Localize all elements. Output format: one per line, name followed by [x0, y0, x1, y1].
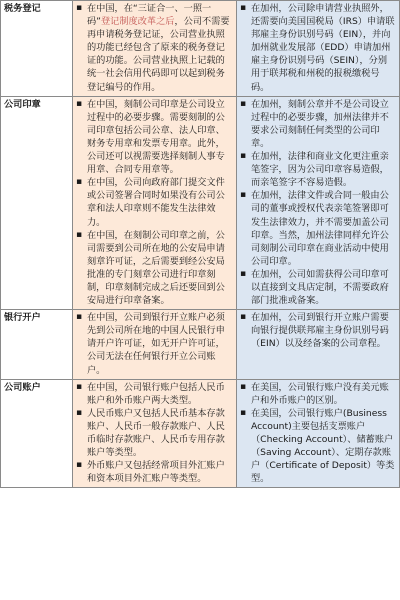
list-item: ▪ 在美国，公司银行账户没有美元账户和外币账户的区别。 [240, 381, 396, 407]
list-item: ▪ 在中国，公司向政府部门提交文件或公司签署合同时如果没有公司公章和法人印章则不能发生法律效力。 [76, 176, 233, 228]
bullet-list [76, 311, 233, 376]
table-row [1, 1, 400, 97]
row-label: 税务登记 [1, 1, 73, 97]
list-item: ▪ 在加州，公司到银行开立账户需要向银行提供联邦雇主身份识别号码（EIN）以及经备案的公司章程。 [240, 311, 396, 350]
bullet-list [240, 311, 396, 350]
china-cell [73, 379, 237, 488]
row-label: 公司印章 [1, 96, 73, 310]
row-label: 银行开户 [1, 310, 73, 379]
bullet-list [240, 98, 396, 308]
bullet-list [240, 2, 396, 94]
list-item: ▪ 人民币账户又包括人民币基本存款账户、人民币一般存款账户、人民币临时存款账户、人民币专用存款账户等类型。 [76, 407, 233, 459]
table-row [1, 96, 400, 310]
text-segment: ，公司不需要再申请税务登记证，公司营业执照的功能已经包含了原来的税务登记证的功能。公司营业执照上记载的统一社会信用代码即可以起到税务登记编号的作用。 [87, 16, 230, 93]
list-item: ▪ 在中国，公司银行账户包括人民币账户和外币账户两大类型。 [76, 381, 233, 407]
row-label: 公司账户 [1, 379, 73, 488]
list-item: ▪ 在加州，公司除申请营业执照外，还需要向美国国税局（IRS）申请联邦雇主身份识别号码（EIN），并向加州就业发展部（EDD）申请加州雇主身份识别号码（SEIN），分别用于联邦税和州税的报税缴税号码。 [240, 2, 396, 94]
list-item: ▪ 在加州，公司如需获得公司印章可以直接到文具店定制，不需要政府部门批准或备案。 [240, 268, 396, 307]
list-item: ▪ 在加州，法律和商业文化更注重亲笔签字，因为公司印章容易造假，而亲笔签字不容易造假。 [240, 150, 396, 189]
table-row [1, 310, 400, 379]
china-cell [73, 310, 237, 379]
list-item: ▪ 在中国，公司到银行开立账户必须先到公司所在地的中国人民银行申请开户许可证，如无开户许可证，公司无法在任何银行开立公司账户。 [76, 311, 233, 376]
list-item: ▪ 在美国，公司银行账户(Business Account)主要包括支票账户（Checking Account）、储蓄账户（Saving Account）、定期存款账户（Certificate of Deposit）等类型。 [240, 407, 396, 486]
china-cell [73, 1, 237, 97]
california-cell [237, 96, 400, 310]
text-segment: 在中国，在“三证合一、一照一码” [87, 3, 212, 28]
bullet-list [240, 381, 396, 486]
list-item: ▪ 在加州，刻制公章并不是公司设立过程中的必要步骤，加州法律并不要求公司刻制任何类型的公司印章。 [240, 98, 396, 150]
comparison-table-body [1, 1, 400, 488]
california-cell [237, 1, 400, 97]
list-item: ▪ 在中国，刻制公司印章是公司设立过程中的必要步骤。需要刻制的公司印章包括公司公章、法人印章、财务专用章和发票专用章。此外，公司还可以视需要选择刻制人事专用章、合同专用章等。 [76, 98, 233, 177]
california-cell [237, 379, 400, 488]
bullet-list [76, 381, 233, 486]
list-item: ▪ 在加州，法律文件或合同一般由公司的董事或授权代表亲笔签署即可发生法律效力，并不需要加盖公司印章。当然，加州法律同样允许公司刻制公司印章在商业活动中使用公司印章。 [240, 189, 396, 268]
california-cell [237, 310, 400, 379]
china-cell [73, 96, 237, 310]
bullet-list [76, 2, 233, 94]
table-row [1, 379, 400, 488]
highlighted-text: 登记制度改革之后 [100, 16, 175, 28]
list-item [76, 2, 233, 94]
list-item: ▪ 外币账户又包括经常项目外汇账户和资本项目外汇账户等类型。 [76, 459, 233, 485]
bullet-list [76, 98, 233, 308]
list-item: ▪ 在中国，在刻制公司印章之前，公司需要到公司所在地的公安局申请刻章许可证，之后需要到经公安局批准的专门刻章公司进行印章刻制，印章刻制完成之后还要回到公安局进行印章备案。 [76, 229, 233, 308]
